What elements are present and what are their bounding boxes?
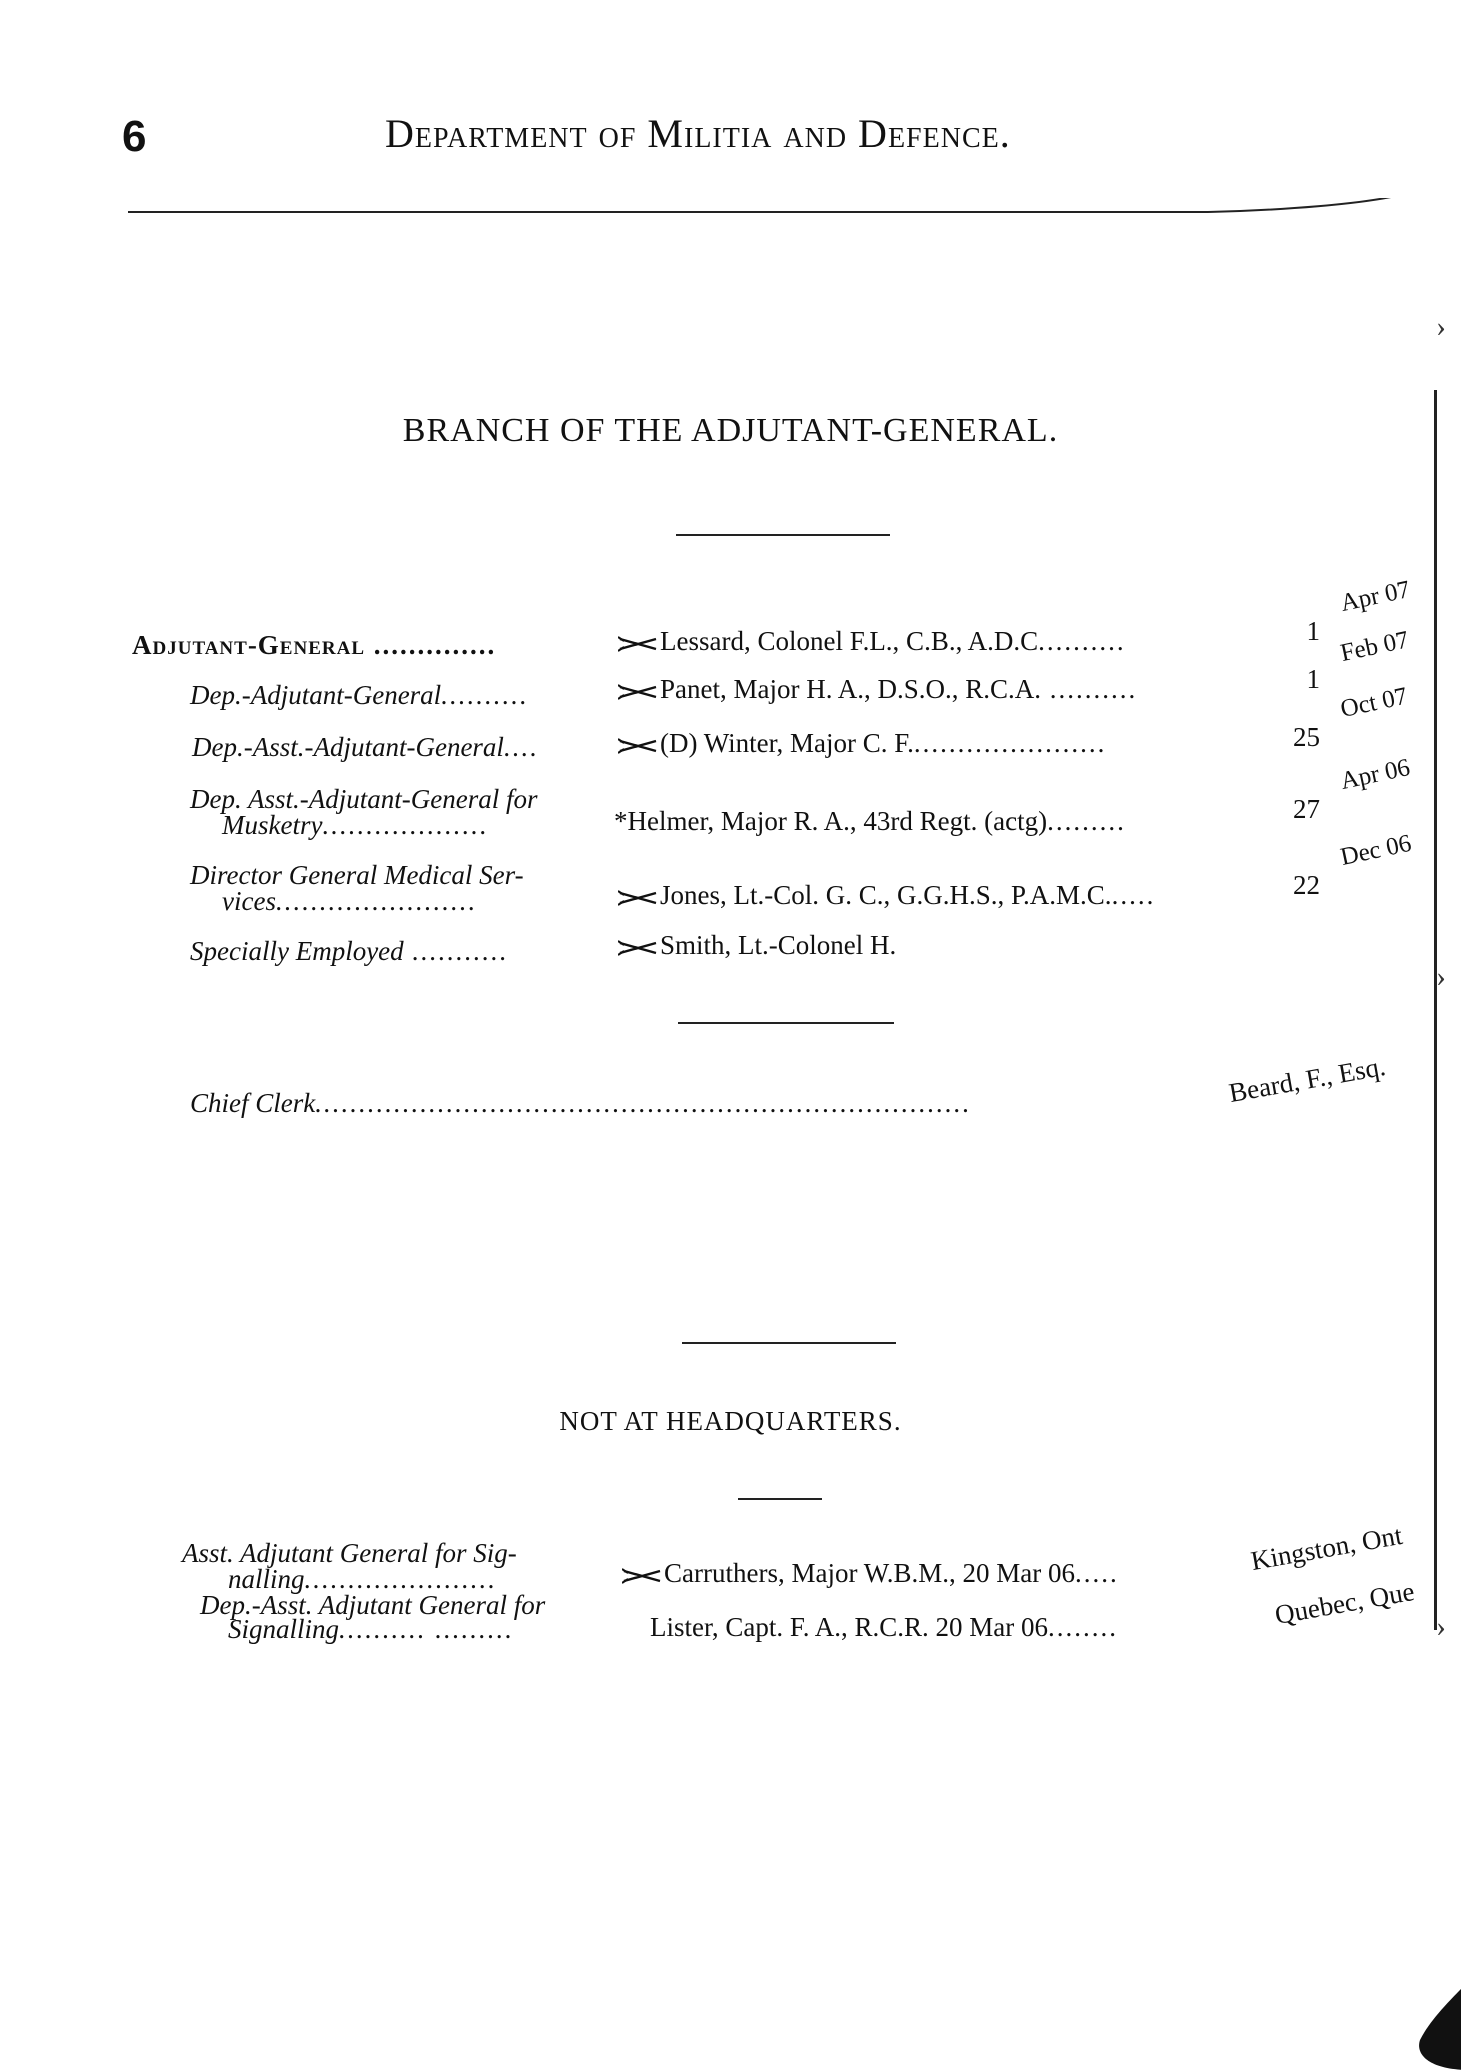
margin-mark: › (1436, 960, 1446, 993)
crossed-swords-icon (618, 738, 658, 754)
office-title: Dep.-Asst.-Adjutant-General.... (192, 732, 539, 762)
not-at-hq-title: NOT AT HEADQUARTERS. (559, 1406, 902, 1436)
office-title-line2: Signalling.......... ......... (228, 1614, 515, 1644)
crossed-swords-icon (618, 636, 658, 652)
header-rule (128, 198, 1396, 228)
appointment-day: 1 (1306, 616, 1320, 646)
crossed-swords-icon (618, 940, 658, 956)
officer-name: Lessard, Colonel F.L., C.B., A.D.C.......... (618, 626, 1126, 657)
page-number: 6 (122, 112, 147, 161)
office-title: Chief Clerk........................................................................... (190, 1088, 972, 1118)
office-title: Specially Employed ........... (190, 936, 509, 966)
officer-name: (D) Winter, Major C. F....................... (618, 728, 1106, 759)
office-title-line1: Director General Medical Ser- (190, 860, 524, 890)
office-title-line2: vices....................... (222, 886, 478, 916)
divider-rule (676, 534, 890, 536)
margin-mark: › (1436, 1610, 1446, 1643)
station-place: Quebec, Que (1272, 1575, 1417, 1631)
branch-title: BRANCH OF THE ADJUTANT-GENERAL. (402, 412, 1059, 449)
margin-mark: › (1436, 310, 1446, 343)
officer-name: *Helmer, Major R. A., 43rd Regt. (actg)......... (614, 806, 1126, 836)
office-title-line2: Musketry................... (222, 810, 489, 840)
officer-name: Lister, Capt. F. A., R.C.R. 20 Mar 06........ (650, 1612, 1119, 1642)
appointment-month: Apr 06 (1338, 754, 1413, 796)
office-title-line2: nalling...................... (228, 1564, 498, 1594)
divider-rule (678, 1022, 894, 1024)
appointment-day: 22 (1293, 870, 1320, 900)
officer-name: Panet, Major H. A., D.S.O., R.C.A. .......... (618, 674, 1137, 705)
officer-name: Carruthers, Major W.B.M., 20 Mar 06..... (622, 1558, 1119, 1589)
appointment-day: 25 (1293, 722, 1320, 752)
appointment-day: 27 (1293, 794, 1320, 824)
corner-ink-blot (1390, 1960, 1461, 2070)
officer-name: Beard, F., Esq. (1226, 1050, 1388, 1109)
station-place: Kingston, Ont (1248, 1519, 1405, 1577)
crossed-swords-icon (618, 890, 658, 906)
office-title-line1: Dep.-Asst. Adjutant General for (200, 1590, 546, 1620)
office-title-line1: Asst. Adjutant General for Sig- (182, 1538, 517, 1568)
divider-rule (738, 1498, 822, 1500)
officer-name: Smith, Lt.-Colonel H. (618, 930, 896, 961)
appointment-day: 1 (1306, 664, 1320, 694)
appointment-month: Oct 07 (1338, 682, 1410, 724)
officer-name: Jones, Lt.-Col. G. C., G.G.H.S., P.A.M.C...... (618, 880, 1155, 911)
appointment-month: Dec 06 (1338, 829, 1414, 872)
appointment-month: Apr 07 (1338, 576, 1413, 618)
crossed-swords-icon (622, 1568, 662, 1584)
running-title: Department of Militia and Defence. (385, 111, 1011, 156)
crossed-swords-icon (618, 684, 658, 700)
divider-rule (682, 1342, 896, 1344)
office-title: Adjutant-General .............. (132, 630, 497, 660)
appointment-month: Feb 07 (1338, 626, 1412, 668)
office-title-line1: Dep. Asst.-Adjutant-General for (190, 784, 538, 814)
office-title: Dep.-Adjutant-General.......... (190, 680, 529, 710)
page-edge-shadow (1434, 390, 1437, 1630)
